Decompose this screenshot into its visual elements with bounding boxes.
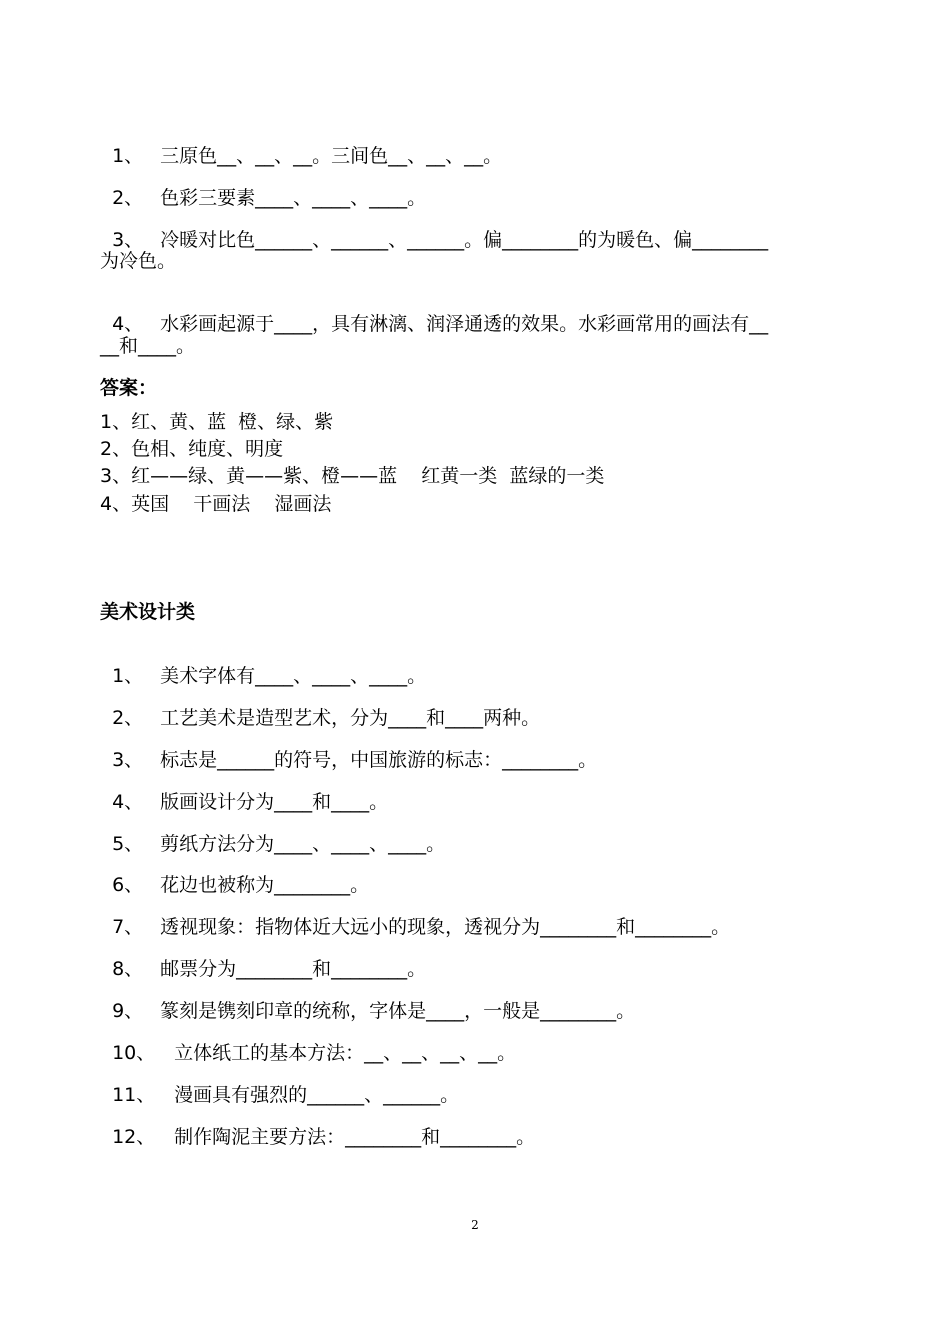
answer-line: 4、英国 干画法 湿画法 [100,493,332,515]
question-number: 3、 [112,229,144,251]
question-line [100,766,388,814]
question-line [100,288,768,336]
question-line [100,891,730,939]
answer-line: 1、红、黄、蓝 橙、绿、紫 [100,411,334,433]
question-number: 9、 [112,1000,144,1022]
question-text: 美术字体有____、____、____。 [160,665,427,687]
question-text: 花边也被称为________。 [160,874,370,896]
page-number: 2 [471,1218,479,1232]
question-number: 1、 [112,145,144,167]
question-number: 2、 [112,707,144,729]
question-text: 制作陶泥主要方法：________和________。 [174,1126,536,1148]
answers-title: 答案： [100,377,158,399]
question-line [100,975,635,1023]
question-text: 标志是______的符号，中国旅游的标志：________。 [160,749,598,771]
question-continuation: __和____。 [100,335,196,357]
question-line [100,204,768,252]
question-number: 7、 [112,916,144,938]
question-text: 工艺美术是造型艺术，分为____和____两种。 [160,707,541,729]
question-line [100,120,502,168]
question-number: 2、 [112,187,144,209]
question-continuation: 为冷色。 [100,250,177,272]
question-text: 邮票分为________和________。 [160,958,427,980]
question-number: 10、 [112,1042,156,1064]
question-text: 水彩画起源于____，具有淋漓、润泽通透的效果。水彩画常用的画法有__ [160,313,769,335]
question-text: 剪纸方法分为____、____、____。 [160,833,446,855]
question-text: 透视现象：指物体近大远小的现象，透视分为________和________。 [160,916,731,938]
question-line [100,162,426,210]
question-number: 8、 [112,958,144,980]
answer-line: 3、红——绿、黄——紫、橙——蓝 红黄一类 蓝绿的一类 [100,465,605,487]
question-text: 色彩三要素____、____、____。 [160,187,427,209]
question-number: 3、 [112,749,144,771]
question-line [100,849,369,897]
question-number: 1、 [112,665,144,687]
question-line [100,682,540,730]
answer-line: 2、色相、纯度、明度 [100,438,284,460]
question-number: 11、 [112,1084,156,1106]
question-text: 冷暖对比色______、______、______。偏________的为暖色、偏________ [160,229,769,251]
question-text: 篆刻是镌刻印章的统称，字体是____，一般是________。 [160,1000,636,1022]
question-number: 4、 [112,313,144,335]
question-text: 版画设计分为____和____。 [160,791,389,813]
question-text: 三原色__、__、__。三间色__、__、__。 [160,145,503,167]
question-number: 5、 [112,833,144,855]
question-line [100,1059,459,1107]
question-number: 6、 [112,874,144,896]
question-line [100,724,597,772]
question-number: 4、 [112,791,144,813]
question-line [100,1101,535,1149]
question-text: 立体纸工的基本方法：__、__、__、__。 [174,1042,517,1064]
question-number: 12、 [112,1126,156,1148]
question-line [100,1017,516,1065]
question-line [100,640,426,688]
question-line [100,933,426,981]
section-title: 美术设计类 [100,601,196,623]
question-text: 漫画具有强烈的______、______。 [174,1084,460,1106]
